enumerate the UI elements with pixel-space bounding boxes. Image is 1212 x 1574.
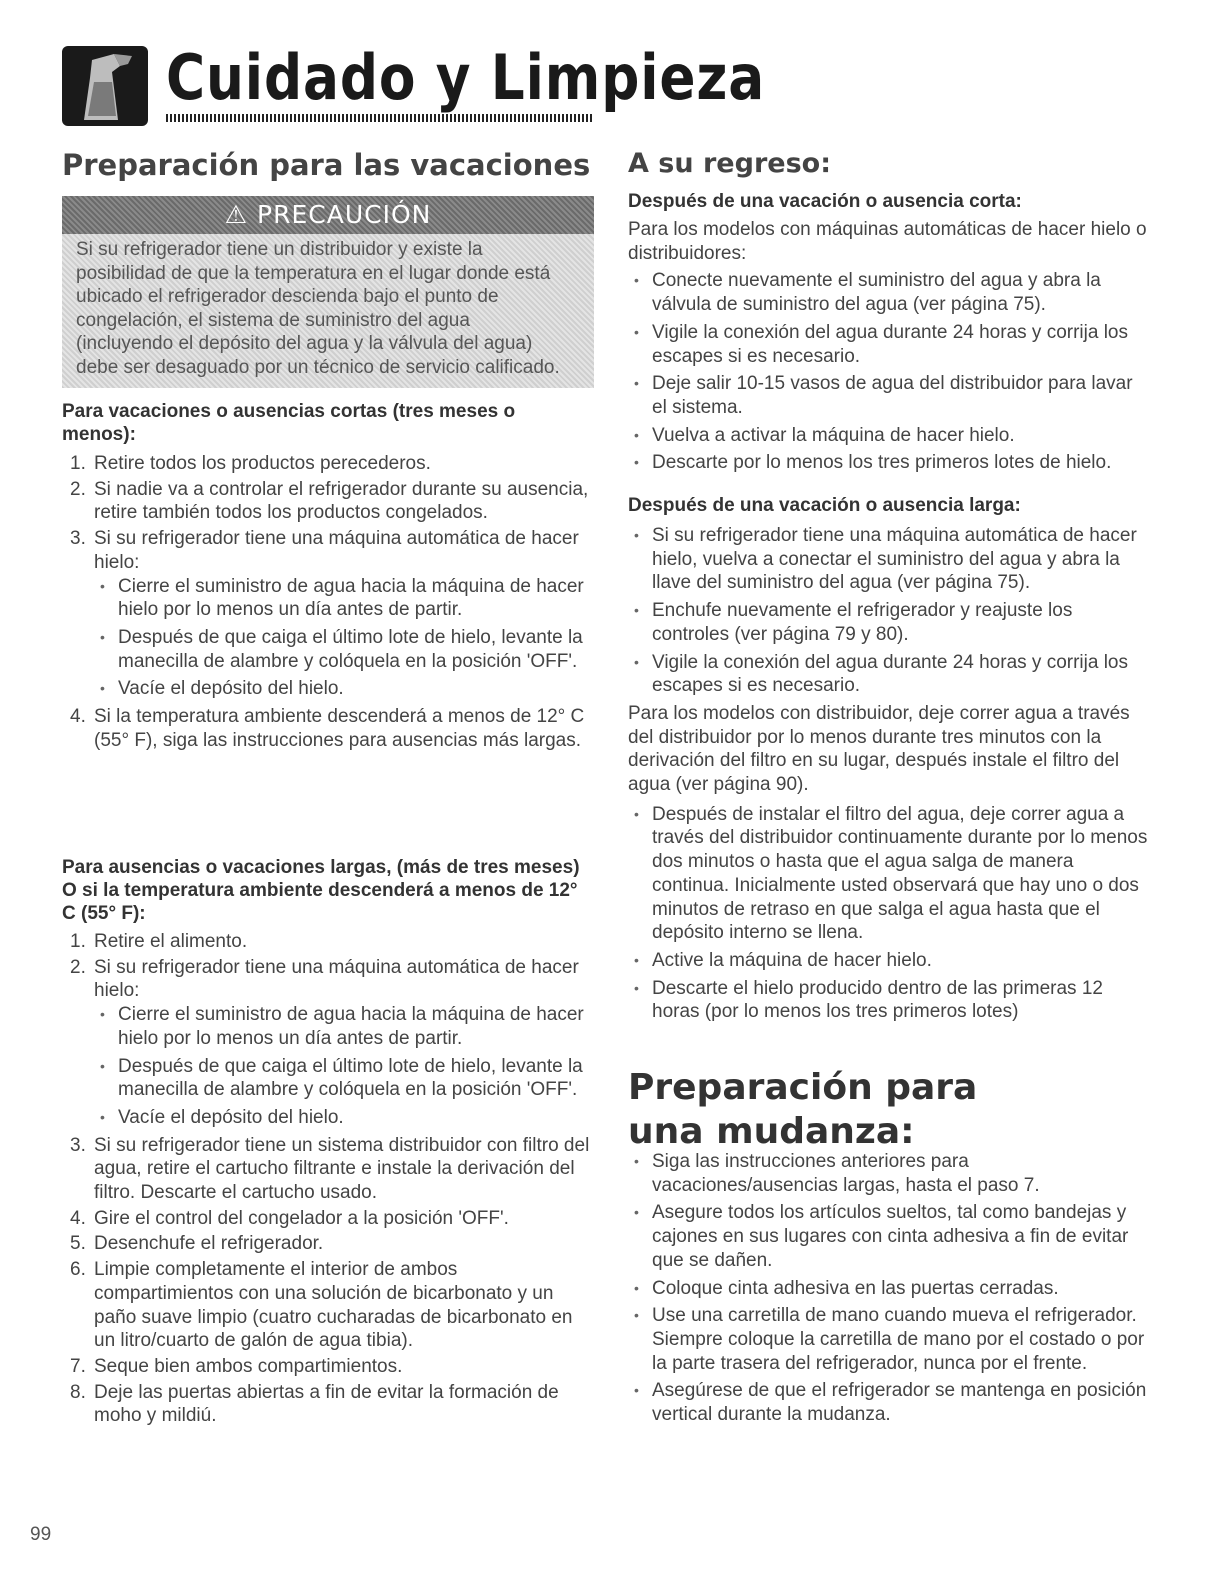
sub-item: • Vacíe el depósito del hielo. — [94, 1106, 592, 1130]
long-absence-list — [62, 930, 592, 1430]
bullet-item: • Descarte por lo menos los tres primeros lotes de hielo. — [628, 451, 1148, 475]
return-short-intro: Para los modelos con máquinas automáticas de hacer hielo o distribuidores: — [628, 219, 1147, 264]
list-item: 8. Deje las puertas abiertas a fin de evitar la formación de moho y mildiú. — [70, 1381, 559, 1427]
return-short-heading: Después de una vacación o ausencia corta: — [628, 191, 1022, 212]
sub-item: • Cierre el suministro de agua hacia la máquina de hacer hielo por lo menos un día antes de partir. — [94, 575, 592, 622]
spray-bottle-icon — [62, 46, 148, 126]
caution-line: ubicado el refrigerador descienda bajo el punto de — [76, 286, 499, 307]
caution-line: posibilidad de que la temperatura en el lugar donde está — [76, 262, 551, 284]
page-header — [62, 38, 766, 126]
caution-line: congelación, el sistema de suministro del agua — [76, 309, 470, 331]
list-item: 5. Desenchufe el refrigerador. — [70, 1233, 324, 1255]
page-number: 99 — [30, 1524, 52, 1545]
return-long-heading: Después de una vacación o ausencia larga: — [628, 495, 1021, 516]
sub-item: • Después de que caiga el último lote de hielo, levante la manecilla de alambre y colóquela en la posición 'OFF'. — [94, 626, 592, 673]
caution-line: Si su refrigerador tiene un distribuidor y existe la — [76, 239, 483, 260]
list-item: 4. Si la temperatura ambiente descenderá a menos de 12° C (55° F), siga las instrucciones para ausencias más largas. — [70, 706, 585, 751]
sub-item: • Vacíe el depósito del hielo. — [94, 677, 592, 701]
return-short-section — [628, 218, 1148, 479]
list-item: 6. Limpie completamente el interior de ambos compartimientos con una solución de bicarbonato y un paño suave limpio (cuatro cucharadas de bicarbonato en un litro/cuarto de galón de agua tibia). — [70, 1259, 573, 1352]
list-item: 7. Seque bien ambos compartimientos. — [70, 1355, 403, 1377]
list-item: 2. Si su refrigerador tiene una máquina automática de hacer hielo: • Cierre el suministro de agua hacia la máquina de hacer hielo por lo menos un día antes de partir. • Después de que caiga el último lote de hielo, levante la manecilla de alambre y colóquela en la posición 'OFF'. • Vacíe el depósito del hielo. — [62, 956, 592, 1130]
bullet-item: • Coloque cinta adhesiva en las puertas cerradas. — [628, 1277, 1148, 1301]
bullet-item: • Si su refrigerador tiene una máquina automática de hacer hielo, vuelva a conectar el suministro del agua y abra la llave del suministro del agua (ver página 75). — [628, 524, 1148, 595]
caution-line: (incluyendo el depósito del agua y la válvula del agua) — [76, 333, 533, 354]
list-item: 4. Gire el control del congelador a la posición 'OFF'. — [70, 1207, 509, 1229]
bullet-item: • Enchufe nuevamente el refrigerador y reajuste los controles (ver página 79 y 80). — [628, 599, 1148, 646]
return-heading: A su regreso: — [628, 148, 831, 179]
bullet-item: • Siga las instrucciones anteriores para vacaciones/ausencias largas, hasta el paso 7. — [628, 1150, 1148, 1197]
list-item: 3. Si su refrigerador tiene una máquina automática de hacer hielo: • Cierre el suministro de agua hacia la máquina de hacer hielo por lo menos un día antes de partir. • Después de que caiga el último lote de hielo, levante la manecilla de alambre y colóquela en la posición 'OFF'. • Vacíe el depósito del hielo. — [62, 527, 592, 701]
short-absence-heading: Para vacaciones o ausencias cortas (tres meses o menos): — [62, 401, 516, 445]
bullet-item: • Conecte nuevamente el suministro del agua y abra la válvula de suministro del agua (ver página 75). — [628, 269, 1148, 316]
list-item: 3. Si su refrigerador tiene un sistema distribuidor con filtro del agua, retire el cartucho filtrante e instale la derivación del filtro. Descarte el cartucho usado. — [70, 1134, 590, 1204]
return-long-section — [628, 524, 1148, 1028]
bullet-item: • Después de instalar el filtro del agua, deje correr agua a través del distribuidor continuamente durante por lo menos dos minutos o hasta que el agua salga de manera continua. Inicialmente usted observará que hay uno o dos minutos de retraso en que salga el agua hasta que el depósito interno se llena. — [628, 803, 1148, 945]
list-item: 1. Retire el alimento. — [70, 931, 248, 952]
vacation-heading: Preparación para las vacaciones — [62, 148, 591, 182]
list-item: 2. Si nadie va a controlar el refrigerador durante su ausencia, retire también todos los productos congelados. — [70, 478, 589, 524]
moving-section — [628, 1150, 1148, 1431]
caution-text — [62, 234, 594, 388]
bullet-item: • Active la máquina de hacer hielo. — [628, 949, 1148, 973]
caution-label: ⚠ PRECAUCIÓN — [62, 196, 594, 234]
sub-item: • Después de que caiga el último lote de hielo, levante la manecilla de alambre y colóquela en la posición 'OFF'. — [94, 1055, 592, 1102]
bullet-item: • Vuelva a activar la máquina de hacer hielo. — [628, 424, 1148, 448]
long-absence-heading: Para ausencias o vacaciones largas, (más de tres meses) O si la temperatura ambiente descenderá a menos de 12° C (55° F): — [62, 857, 580, 924]
bullet-item: • Asegúrese de que el refrigerador se mantenga en posición vertical durante la mudanza. — [628, 1379, 1148, 1426]
bullet-item: • Vigile la conexión del agua durante 24 horas y corrija los escapes si es necesario. — [628, 651, 1148, 698]
page-title: Cuidado y Limpieza — [166, 41, 766, 114]
bullet-item: • Deje salir 10-15 vasos de agua del distribuidor para lavar el sistema. — [628, 372, 1148, 419]
sub-item: • Cierre el suministro de agua hacia la máquina de hacer hielo por lo menos un día antes de partir. — [94, 1003, 592, 1050]
bullet-item: • Vigile la conexión del agua durante 24 horas y corrija los escapes si es necesario. — [628, 321, 1148, 368]
title-underline — [166, 114, 592, 122]
caution-box — [62, 196, 594, 388]
caution-line: debe ser desaguado por un técnico de servicio calificado. — [76, 356, 560, 378]
list-item: 1. Retire todos los productos perecederos. — [70, 453, 431, 474]
bullet-item: • Asegure todos los artículos sueltos, tal como bandejas y cajones en sus lugares con cinta adhesiva a fin de evitar que se dañen. — [628, 1201, 1148, 1272]
dispenser-paragraph: Para los modelos con distribuidor, deje correr agua a través del distribuidor por lo menos durante tres minutos con la derivación del filtro en su lugar, después instale el filtro del agua (ver página 90). — [628, 702, 1130, 796]
bullet-item: • Use una carretilla de mano cuando mueva el refrigerador. Siempre coloque la carretilla de mano por el costado o por la parte trasera del refrigerador, nunca por el frente. — [628, 1304, 1148, 1375]
moving-heading: Preparación para una mudanza: — [628, 1067, 978, 1152]
short-absence-list — [62, 452, 592, 754]
bullet-item: • Descarte el hielo producido dentro de las primeras 12 horas (por lo menos los tres primeros lotes) — [628, 977, 1148, 1024]
